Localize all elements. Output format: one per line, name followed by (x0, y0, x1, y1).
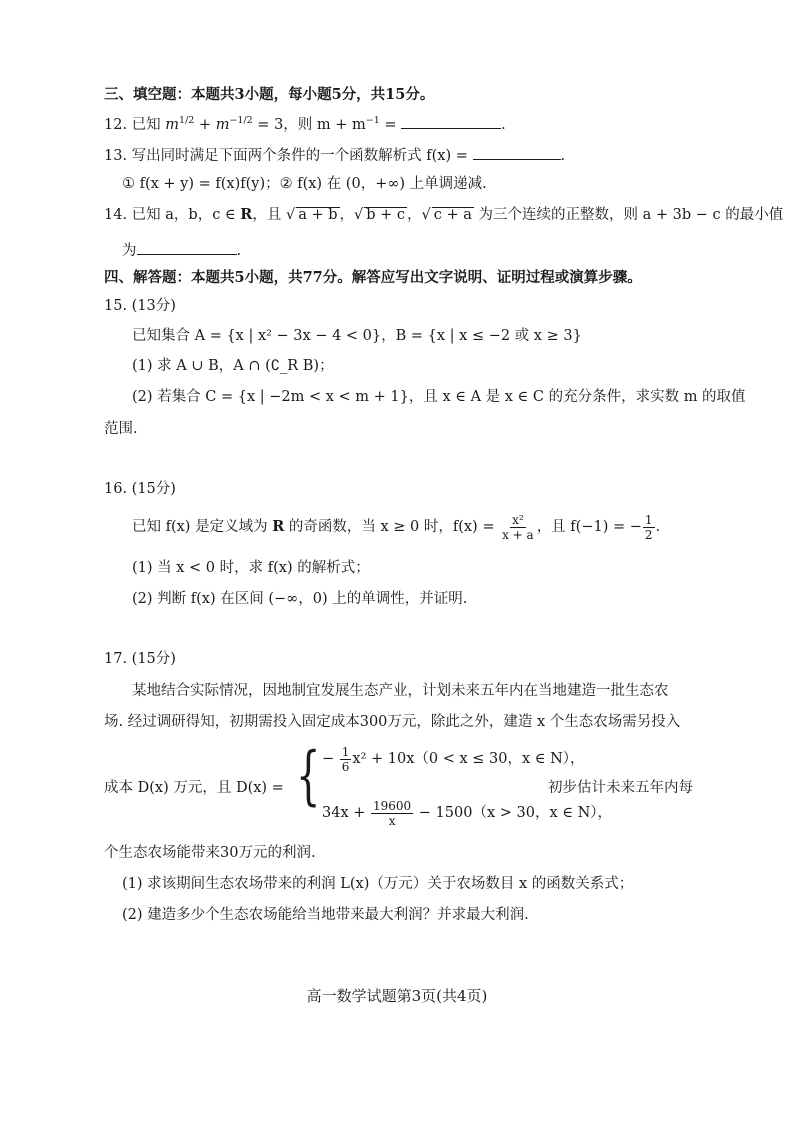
piecewise-brace: { (296, 739, 321, 813)
section4-header: 四、解答题：本题共5小题，共77分。解答应写出文字说明、证明过程或演算步骤。 (104, 269, 642, 286)
question-17-line4: 个生态农场能带来30万元的利润. (104, 845, 316, 861)
piecewise-case-1: − $\frac{1}{6}$ x² + 10x（0 < x ≤ 30，x ∈ N）， (322, 744, 585, 774)
section3-header: 三、填空题：本题共3小题，每小题5分，共15分。 (104, 86, 435, 103)
fraction-half: $\frac{1}{2}$ (644, 512, 653, 542)
question-17-lead: 成本 D(x) 万元，且 D(x) = (104, 780, 284, 796)
question-17-trail: 初步估计未来五年内每 (548, 780, 693, 796)
question-13-line2: ① f(x + y) = f(x)f(y)；② f(x) 在 (0，+∞) 上单调递减. (122, 176, 487, 192)
question-17-line6: (2) 建造多少个生态农场能给当地带来最大利润？并求最大利润. (122, 907, 529, 923)
answer-blank-14[interactable] (137, 240, 237, 255)
question-15-line2: (1) 求 A ∪ B，A ∩ (∁_R B)； (132, 358, 334, 374)
piecewise-case-2: 34x + $\frac{19600}{x}$ − 1500（x > 30，x ∈ N）， (322, 798, 613, 828)
question-17-number: 17. (15分) (104, 651, 176, 667)
question-12: 12. 已知 $m^{1/2} + m^{-1/2} = 3$，则 $m + m^{-1}$ = . (104, 115, 506, 133)
answer-blank-12[interactable] (401, 114, 501, 129)
fraction: $\frac{\text{x²}}{x + a}$ (502, 512, 534, 542)
question-15-line4: 范围. (104, 421, 138, 437)
question-14-line2: 为 . (122, 240, 241, 261)
question-15-number: 15. (13分) (104, 298, 176, 314)
question-17-line2: 场. 经过调研得知，初期需投入固定成本300万元，除此之外，建造 x 个生态农场需另投入 (104, 714, 681, 730)
page-footer: 高一数学试题第3页(共4页) (306, 987, 488, 1005)
question-16-line1: 已知 f(x) 是定义域为 R 的奇函数，当 x ≥ 0 时，f(x) = $\frac{\text{x²}}{x + a}$ ，且 f(−1) = − $\frac{1}{2}$ . (132, 512, 661, 542)
question-14-line1: 14. 已知 a，b，c ∈ R，且 √ a + b ，√ b + c ，√ c + a 为三个连续的正整数，则 a + 3b − c 的最小值 (104, 206, 784, 223)
answer-blank-13[interactable] (473, 145, 561, 160)
question-15-line1: 已知集合 A = {x | x² − 3x − 4 < 0}，B = {x | x ≤ −2 或 x ≥ 3} (132, 328, 582, 344)
question-17-line5: (1) 求该期间生态农场带来的利润 L(x)（万元）关于农场数目 x 的函数关系式； (122, 876, 634, 892)
question-16-number: 16. (15分) (104, 481, 176, 497)
question-16-line2: (1) 当 x < 0 时，求 f(x) 的解析式； (132, 560, 370, 576)
question-17-line1: 某地结合实际情况，因地制宜发展生态产业，计划未来五年内在当地建造一批生态农 (132, 683, 669, 699)
question-16-line3: (2) 判断 f(x) 在区间 (−∞，0) 上的单调性，并证明. (132, 591, 468, 607)
question-15-line3: (2) 若集合 C = {x | −2m < x < m + 1}，且 x ∈ A 是 x ∈ C 的充分条件，求实数 m 的取值 (132, 389, 746, 405)
question-13-line1: 13. 写出同时满足下面两个条件的一个函数解析式 f(x) = . (104, 145, 565, 166)
